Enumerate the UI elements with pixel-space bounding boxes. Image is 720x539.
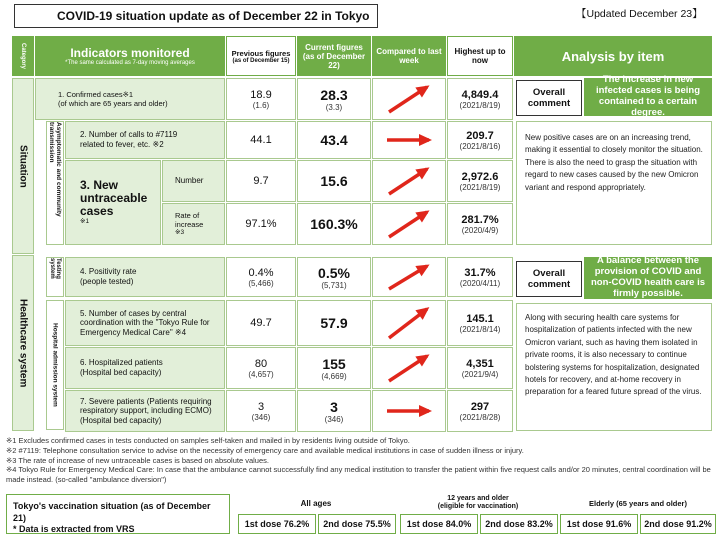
header-previous: Previous figures (as of December 15) [226, 36, 296, 76]
previous-value-cell [226, 121, 296, 159]
current-value-cell [297, 300, 371, 346]
highest-date: (2021/8/28) [459, 412, 501, 422]
row-label-7: 7. Severe patients (Patients requiring respiratory support, including ECMO) (Hospital bed capacity) [65, 390, 225, 432]
previous-sub: (346) [251, 412, 271, 422]
row-label-number: Number [162, 160, 225, 202]
previous-sub: (1.6) [252, 100, 270, 110]
header-analysis: Analysis by item [514, 36, 712, 76]
section-hospital: Hospital admission system [46, 300, 64, 430]
current-value: 3 [330, 398, 338, 415]
highest-value-cell [447, 257, 513, 297]
footnote-1: ※1 Excludes confirmed cases in tests conducted on samples self-taken and mailed in by residents living outside of Tokyo. [6, 436, 410, 445]
trend-up-arrow-icon [379, 260, 439, 294]
current-value-cell [297, 347, 371, 389]
trend-cell [372, 160, 446, 202]
current-value: 15.6 [320, 173, 348, 189]
highest-value: 4,849.4 [461, 88, 499, 101]
previous-value: 97.1% [245, 218, 277, 230]
highest-date: (2021/8/16) [459, 141, 501, 151]
current-sub: (346) [324, 414, 344, 424]
current-value: 57.9 [320, 315, 348, 331]
trend-flat-arrow-icon [379, 124, 439, 156]
highest-date: (2021/8/19) [459, 182, 501, 192]
row-label-2: 2. Number of calls to #7119 related to fever, etc. ※2 [65, 121, 225, 159]
highest-value: 4,351 [466, 357, 494, 370]
trend-cell [372, 78, 446, 120]
trend-cell [372, 121, 446, 159]
current-value: 28.3 [320, 86, 348, 103]
previous-value: 9.7 [253, 175, 269, 187]
section-testing: Testing system [46, 257, 64, 297]
footnote-4: ※4 Tokyo Rule for Emergency Medical Care: In case that the ambulance cannot successfully find any medical institution to transfer the patient within five request calls and/or 20 minutes, central coordination will be made instead. (so-called "ambulance diversion") [6, 465, 711, 484]
highest-date: (2020/4/9) [461, 225, 499, 235]
highest-value: 297 [470, 400, 490, 413]
header-indicators: Indicators monitored *The same calculated as 7-day moving averages [35, 36, 225, 76]
trend-up-arrow-icon [379, 206, 439, 242]
highest-date: (2021/8/14) [459, 324, 501, 334]
overall-comment-situation: The increase in new infected cases is being contained to a certain degree. [584, 78, 712, 116]
highest-value-cell [447, 160, 513, 202]
current-sub: (5,731) [321, 280, 347, 290]
overall-comment-label-situation: Overall comment [516, 80, 582, 116]
dose-12-first: 1st dose 84.0% [400, 514, 478, 534]
vaccination-title-box: Tokyo's vaccination situation (as of December 21) * Data is extracted from VRS [6, 494, 230, 534]
dose-elderly-second: 2nd dose 91.2% [640, 514, 716, 534]
section-asymptomatic: Asymptomatic and community transmission [46, 121, 64, 245]
previous-value-cell [226, 300, 296, 346]
vaccination-group-elderly: Elderly (65 years and older) [589, 498, 687, 508]
header-current: Current figures (as of December 22) [297, 36, 371, 76]
highest-date: (2020/4/11) [459, 278, 501, 288]
current-value-cell [297, 257, 371, 297]
current-sub: (4,669) [321, 371, 347, 381]
previous-value: 18.9 [250, 88, 272, 101]
overall-comment-healthcare: A balance between the provision of COVID and non-COVID health care is firmly possible. [584, 257, 712, 299]
highest-date: (2021/9/4) [461, 369, 499, 379]
trend-up-arrow-icon [379, 163, 439, 199]
current-value-cell [297, 203, 371, 245]
analysis-text-healthcare: Along with securing health care systems for hospitalization of patients infected with the new Omicron variant, such as having them isolated in private rooms, it is also necessary to continue bolstering systems for hospitalization, designated hotels for recovery, and at-home recovery in preparation for a feared future spread of the virus. [516, 303, 712, 431]
highest-value-cell [447, 300, 513, 346]
trend-cell [372, 300, 446, 346]
previous-value-cell [226, 78, 296, 120]
dose-all-second: 2nd dose 75.5% [318, 514, 396, 534]
row-label-5: 5. Number of cases by central coordination with the "Tokyo Rule for Emergency Medical Care" ※4 [65, 300, 225, 346]
highest-value: 2,972.6 [461, 170, 499, 183]
highest-value-cell [447, 203, 513, 245]
updated-date: 【Updated December 23】 [576, 8, 703, 20]
current-value-cell [297, 78, 371, 120]
previous-value: 44.1 [250, 134, 272, 146]
row-label-6: 6. Hospitalized patients (Hospital bed capacity) [65, 347, 225, 389]
highest-value: 31.7% [464, 266, 496, 279]
current-value: 43.4 [320, 132, 348, 148]
previous-value-cell [226, 390, 296, 432]
previous-value: 80 [254, 357, 268, 370]
header-category: Category [12, 36, 34, 76]
footnote-3: ※3 The rate of increase of new untraceable cases is based on absolute values. [6, 455, 269, 465]
previous-sub: (5,466) [248, 278, 274, 288]
previous-value-cell [226, 347, 296, 389]
overall-comment-label-healthcare: Overall comment [516, 261, 582, 297]
vaccination-group-all: All ages [300, 498, 332, 508]
previous-value-cell [226, 257, 296, 297]
trend-flat-arrow-icon [379, 393, 439, 429]
highest-value-cell [447, 78, 513, 120]
row-label-untraceable: 3. New untraceable cases ※1 [65, 160, 161, 245]
trend-up-arrow-icon [379, 350, 439, 386]
highest-value: 281.7% [461, 213, 499, 226]
current-value: 155 [322, 355, 346, 372]
trend-up-arrow-icon [379, 81, 439, 117]
previous-value: 0.4% [248, 266, 274, 279]
footnotes [6, 436, 714, 485]
row-label-4: 4. Positivity rate (people tested) [65, 257, 225, 297]
dose-elderly-first: 1st dose 91.6% [560, 514, 638, 534]
current-value-cell [297, 160, 371, 202]
current-value-cell [297, 390, 371, 432]
analysis-text-situation: New positive cases are on an increasing trend, making it essential to closely monitor the situation. There is also the need to grasp the situation with regard to new cases caused by the new Omicron variant and respond appropriately. [516, 121, 712, 245]
trend-cell [372, 347, 446, 389]
dose-12-second: 2nd dose 83.2% [480, 514, 558, 534]
section-healthcare: Healthcare system [12, 255, 34, 431]
current-value: 160.3% [310, 216, 358, 232]
vaccination-group-12: 12 years and older (eligible for vaccination) [437, 494, 519, 510]
trend-cell [372, 203, 446, 245]
previous-value: 3 [257, 400, 265, 413]
highest-value-cell [447, 121, 513, 159]
page-title: COVID-19 situation update as of December 22 in Tokyo [14, 4, 378, 28]
footnote-2: ※2 #7119: Telephone consultation service to advise on the necessity of emergency care and available medical institutions in case of sudden illness or injury. [6, 445, 524, 455]
previous-value: 49.7 [250, 317, 272, 329]
dose-all-first: 1st dose 76.2% [238, 514, 316, 534]
current-sub: (3.3) [325, 102, 343, 112]
current-value-cell [297, 121, 371, 159]
highest-value: 209.7 [466, 129, 494, 142]
header-compared: Compared to last week [372, 36, 446, 76]
previous-value-cell [226, 203, 296, 245]
section-situation: Situation [12, 78, 34, 254]
trend-up-arrow-icon [379, 303, 439, 343]
highest-date: (2021/8/19) [459, 100, 501, 110]
previous-sub: (4,657) [248, 369, 274, 379]
trend-cell [372, 390, 446, 432]
current-value: 0.5% [318, 264, 350, 281]
header-highest: Highest up to now [447, 36, 513, 76]
highest-value: 145.1 [466, 312, 494, 325]
trend-cell [372, 257, 446, 297]
row-label-1: 1. Confirmed cases※1 (of which are 65 years and older) [35, 78, 225, 120]
row-label-rate: Rate of increase ※3 [162, 203, 225, 245]
highest-value-cell [447, 347, 513, 389]
highest-value-cell [447, 390, 513, 432]
previous-value-cell [226, 160, 296, 202]
